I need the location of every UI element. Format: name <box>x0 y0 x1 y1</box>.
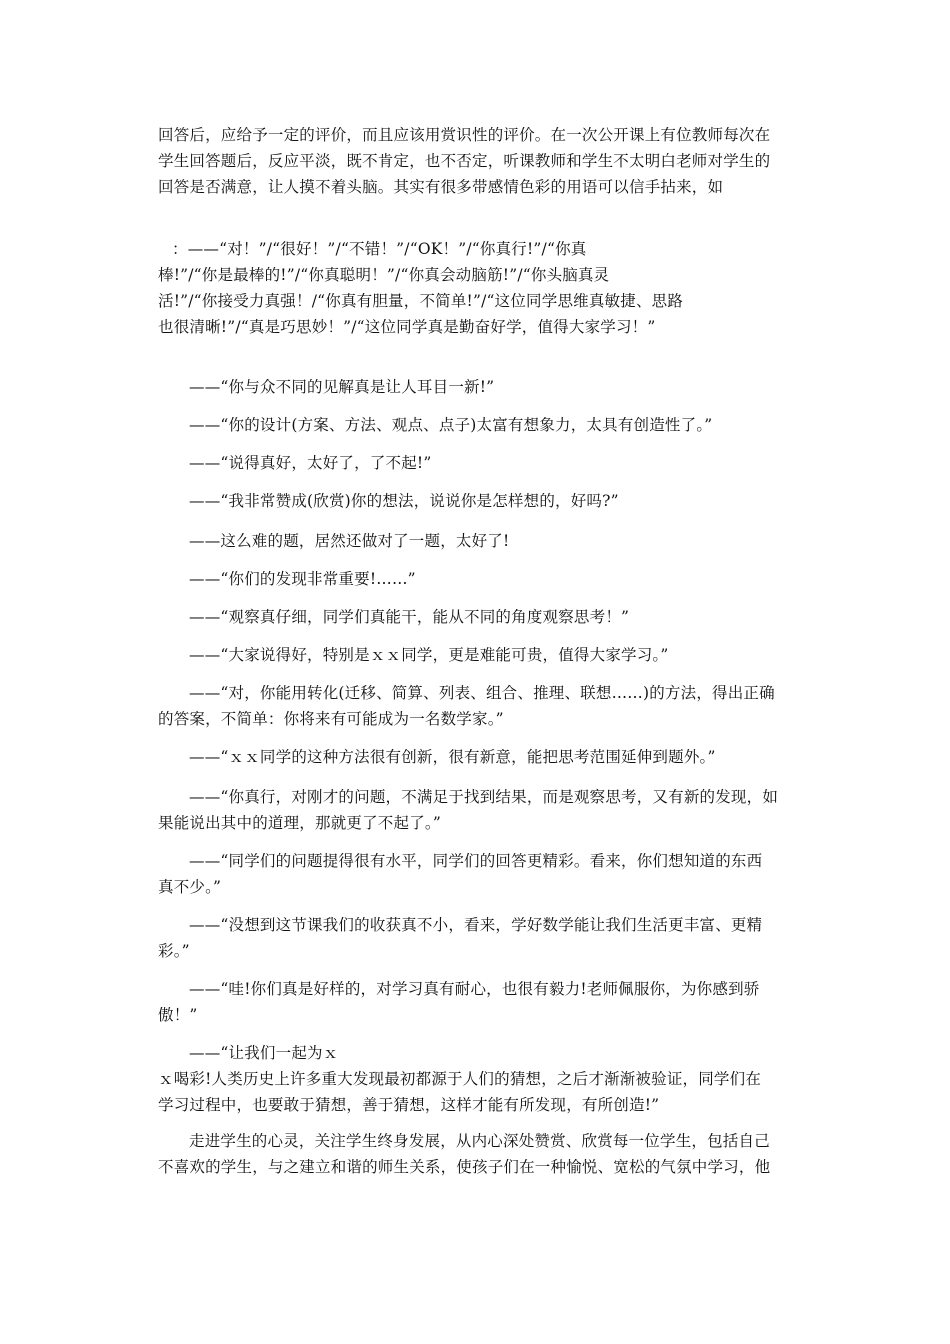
quote-line: ｘ喝彩!人类历史上许多重大发现最初都源于人们的猜想，之后才渐渐被验证，同学们在 <box>158 1070 762 1088</box>
praise-list-line: 棒!”/“你是最棒的!”/“你真聪明！”/“你真会动脑筋!”/“你头脑真灵 <box>158 266 610 284</box>
quote-line: ——“说得真好，太好了，了不起!” <box>189 454 432 472</box>
quote-item <box>158 976 798 1028</box>
quote-item <box>158 848 798 900</box>
quote-line: 学习过程中，也要敢于猜想，善于猜想，这样才能有所发现，有所创造!” <box>158 1096 660 1114</box>
quote-item <box>158 912 798 964</box>
quote-line: ——“没想到这节课我们的收获真不小，看来，学好数学能让我们生活更丰富、更精 <box>189 916 763 934</box>
quote-line: ——“ｘｘ同学的这种方法很有创新，很有新意，能把思考范围延伸到题外。” <box>189 748 716 766</box>
quote-item <box>158 528 798 554</box>
intro-paragraph <box>158 122 798 200</box>
intro-line: 回答后，应给予一定的评价，而且应该用赏识性的评价。在一次公开课上有位教师每次在 <box>158 126 771 144</box>
praise-list-line: ：——“对！”/“很好！”/“不错！”/“OK！”/“你真行!”/“你真 <box>172 240 587 258</box>
closing-line: 走进学生的心灵，关注学生终身发展，从内心深处赞赏、欣赏每一位学生，包括自己 <box>189 1132 770 1150</box>
closing-paragraph <box>158 1128 798 1180</box>
closing-line: 不喜欢的学生，与之建立和谐的师生关系，使孩子们在一种愉悦、宽松的气氛中学习，他 <box>158 1158 771 1176</box>
quote-item <box>158 784 798 836</box>
quote-line: ——“观察真仔细，同学们真能干，能从不同的角度观察思考！” <box>189 608 630 626</box>
quote-item <box>158 488 798 514</box>
quote-line: 彩。” <box>158 942 190 960</box>
quote-line: ——“对，你能用转化(迁移、简算、列表、组合、推理、联想……)的方法，得出正确 <box>189 684 775 702</box>
quote-line: 傲！” <box>158 1006 198 1024</box>
quote-line: ——“让我们一起为ｘ <box>189 1044 339 1062</box>
quote-item <box>158 450 798 476</box>
quote-line: ——“你们的发现非常重要!……” <box>189 570 416 588</box>
quote-item <box>158 744 798 770</box>
quote-line: ——“我非常赞成(欣赏)你的想法，说说你是怎样想的，好吗?” <box>189 492 619 510</box>
quote-line: ——这么难的题，居然还做对了一题，太好了! <box>189 532 510 550</box>
quote-item <box>158 680 798 732</box>
quote-line: ——“你真行，对刚才的问题，不满足于找到结果，而是观察思考，又有新的发现，如 <box>189 788 779 806</box>
quote-line: ——“你与众不同的见解真是让人耳目一新!” <box>189 378 495 396</box>
intro-line: 回答是否满意，让人摸不着头脑。其实有很多带感情色彩的用语可以信手拈来，如 <box>158 178 724 196</box>
quote-item <box>158 412 798 438</box>
quote-item <box>158 1040 798 1118</box>
intro-line: 学生回答题后，反应平淡，既不肯定，也不否定，听课教师和学生不太明白老师对学生的 <box>158 152 771 170</box>
quote-line: ——“同学们的问题提得很有水平，同学们的回答更精彩。看来，你们想知道的东西 <box>189 852 763 870</box>
praise-list-line: 也很清晰!”/“真是巧思妙！”/“这位同学真是勤奋好学，值得大家学习！” <box>158 318 656 336</box>
quote-line: ——“大家说得好，特别是ｘｘ同学，更是难能可贵，值得大家学习。” <box>189 646 669 664</box>
quote-line: ——“你的设计(方案、方法、观点、点子)太富有想象力，太具有创造性了。” <box>189 416 713 434</box>
quote-item <box>158 566 798 592</box>
quote-line: 真不少。” <box>158 878 222 896</box>
quote-line: 的答案，不简单：你将来有可能成为一名数学家。” <box>158 710 504 728</box>
quote-line: ——“哇!你们真是好样的，对学习真有耐心，也很有毅力!老师佩服你，为你感到骄 <box>189 980 760 998</box>
praise-list-paragraph <box>158 236 798 340</box>
quote-line: 果能说出其中的道理，那就更了不起了。” <box>158 814 441 832</box>
quote-item <box>158 374 798 400</box>
praise-list-line: 活!”/“你接受力真强！/“你真有胆量，不简单!”/“这位同学思维真敏捷、思路 <box>158 292 684 310</box>
quote-item <box>158 604 798 630</box>
quote-item <box>158 642 798 668</box>
